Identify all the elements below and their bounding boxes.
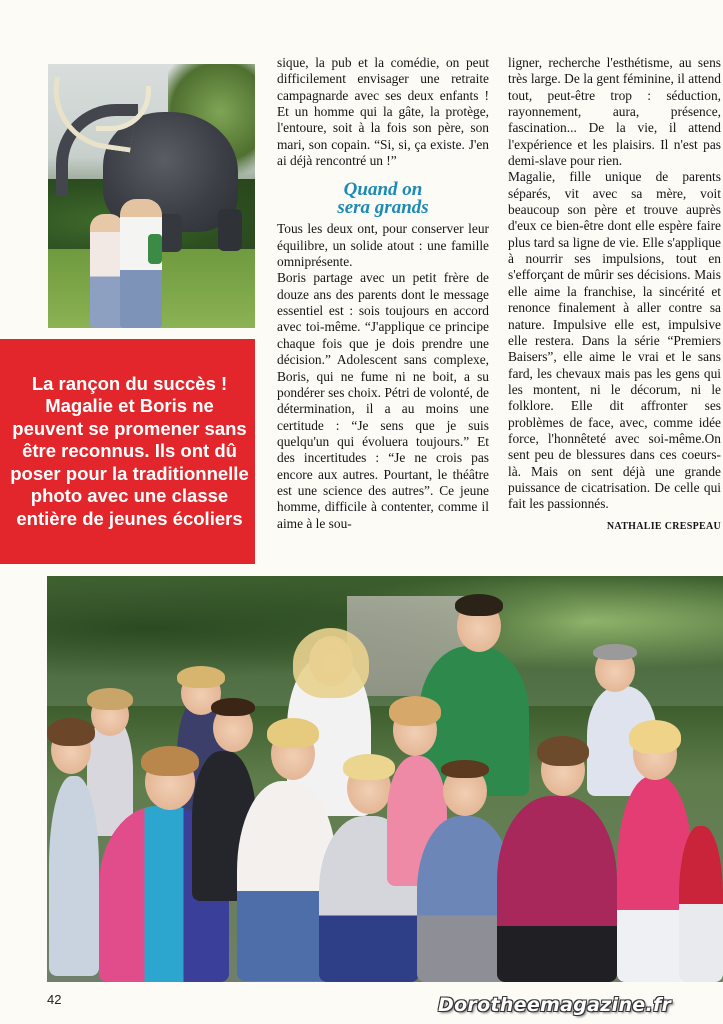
photo-mammoth-couple <box>48 64 255 328</box>
photo-class-group <box>47 576 723 982</box>
article-column-right <box>508 55 721 535</box>
section-subheading: Quand on sera grands <box>337 179 429 219</box>
photo-caption: La rançon du succès ! Magalie et Boris ne peuvent se promener sans être reconnus. Ils ont dû poser pour la traditionnelle photo avec une classe entière de jeunes écoliers <box>10 372 249 529</box>
paragraph: Tous les deux ont, pour conserver leur équilibre, un solide atout : une famille omniprésente. <box>277 221 489 270</box>
paragraph: Boris partage avec un petit frère de douze ans des parents dont le message essentiel est : sois toujours en accord avec toi-même. “J'applique ce principe chaque fois que je dois prendre une décision.” Adolescent sans complexe, Boris, qui ne fume ni ne boit, a su pondérer ses choix. Pétri de volonté, de détermination, il a au moins une certitude : “Je sens que je suis quelqu'un qui évoluera toujours.” Et des incertitudes : “Je ne crois pas encore aux autres. Pourtant, le théâtre est une science des autres”. Ce jeune homme, difficile à contenter, comme il aime à le sou- <box>277 270 489 531</box>
page-number: 42 <box>47 992 62 1007</box>
author-signature: NATHALIE CRESPEAU <box>606 520 721 532</box>
site-watermark: Dorotheemagazine.fr <box>438 994 672 1016</box>
article-column-middle <box>277 55 489 532</box>
paragraph: Magalie, fille unique de parents séparés, vit avec sa mère, voit beaucoup son père et trouve auprès d'eux ce bien-être dont elle espère faire plus tard sa ligne de vie. Elle s'applique à nourrir ses impulsions, tout en s'efforçant de mûrir ses décisions. Mais elle aime la franchise, la sincérité et renonce finalement à aller contre sa nature. Impulsive elle est, impulsive elle restera. Dans la série “Premiers Baisers”, elle aime le vrai et le sans fard, les chevaux mais pas les gens qui les montent, ni le décorum, ni le folklore. Elle dit affronter ses problèmes de face, avec, comme idée force, l'honnêteté avec soi-même.On sent peu de blessures dans ces coeurs-là. Mais on sent déjà une grande puissance de cicatrisation. De celle qui fait les passionnés. <box>508 169 721 512</box>
photo-caption-box <box>0 339 255 564</box>
paragraph: sique, la pub et la comédie, on peut difficilement envisager une retraite campagnarde avec ses deux enfants ! Et un homme qui la gâte, la protège, l'entoure, soit à la fois son père, son mari, son copain. “Si, si, ça existe. J'en ai déjà rencontré un !” <box>277 55 489 169</box>
person-magalie <box>90 214 124 328</box>
paragraph: ligner, recherche l'esthétisme, au sens très large. De la gent féminine, il attend tout, peut-être trop : séduction, rayonnement, aura, présence, fascination... De la vie, il attend l'expérience et les plaisirs. Il n'est pas demi-slave pour rien. <box>508 55 721 169</box>
